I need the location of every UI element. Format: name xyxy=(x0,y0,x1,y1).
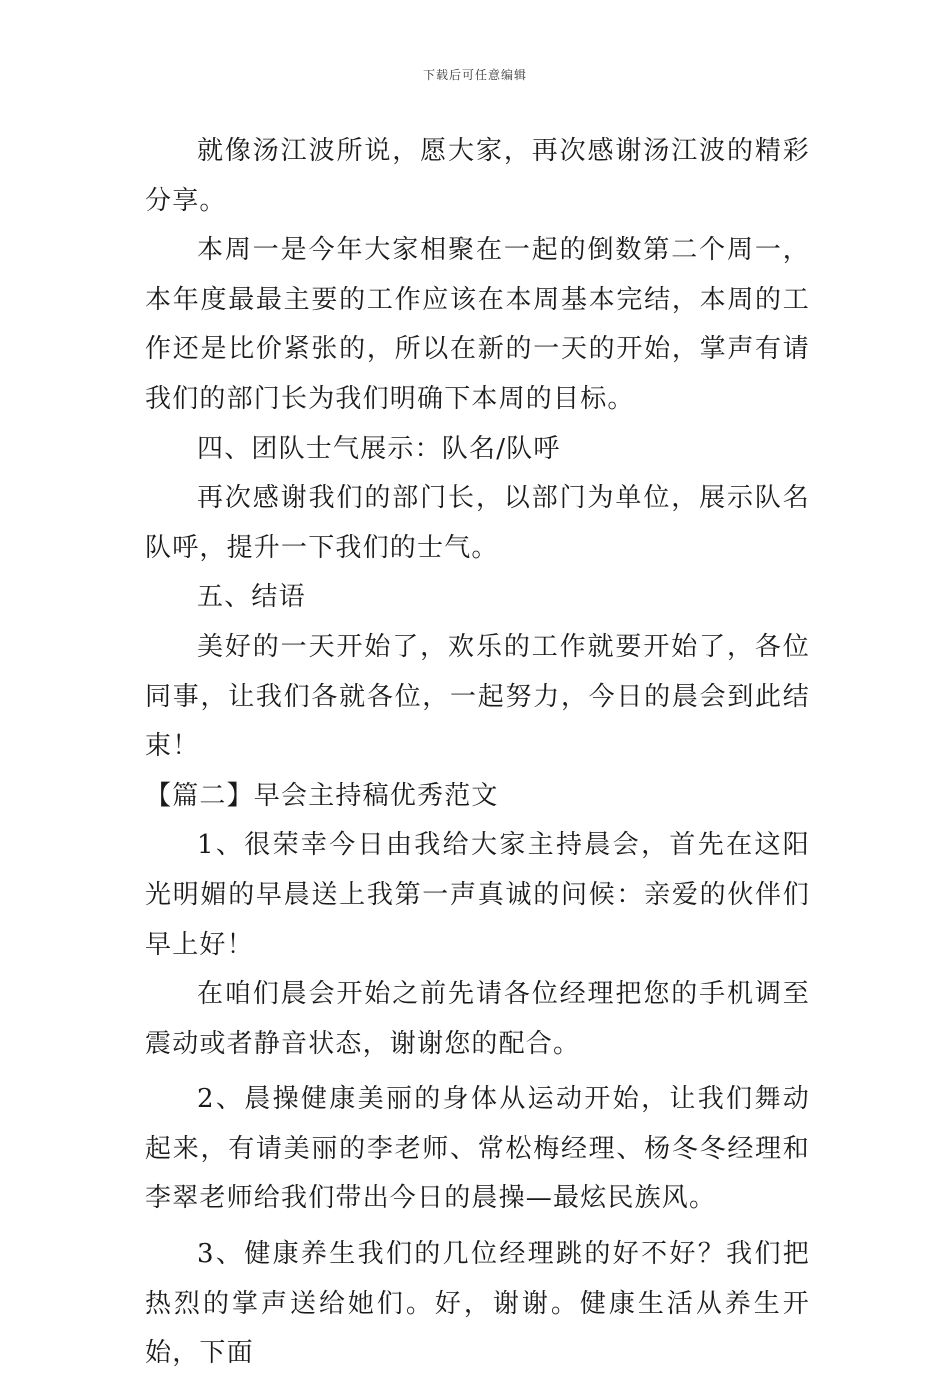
section-heading: 五、结语 xyxy=(197,582,306,613)
page-header: 下载后可任意编辑 xyxy=(422,68,527,82)
paragraph: 再次感谢我们的部门长，以部门为单位，展示队名队呼，提升一下我们的士气。 xyxy=(145,483,810,563)
paragraph: 在咱们晨会开始之前先请各位经理把您的手机调至震动或者静音状态，谢谢您的配合。 xyxy=(145,979,810,1059)
chapter-title: 【篇二】早会主持稿优秀范文 xyxy=(145,780,499,811)
paragraph: 1、很荣幸今日由我给大家主持晨会，首先在这阳光明媚的早晨送上我第一声真诚的问候：亲爱的伙伴们早上好！ xyxy=(145,830,810,960)
paragraph: 本周一是今年大家相聚在一起的倒数第二个周一，本年度最最主要的工作应该在本周基本完结，本周的工作还是比价紧张的，所以在新的一天的开始，掌声有请我们的部门长为我们明确下本周的目标。 xyxy=(145,235,810,414)
section-heading: 四、团队士气展示：队名/队呼 xyxy=(197,433,561,464)
document-body xyxy=(145,127,810,1379)
paragraph: 3、健康养生我们的几位经理跳的好不好？我们把热烈的掌声送给她们。好，谢谢。健康生活从养生开始，下面 xyxy=(145,1239,810,1369)
paragraph: 就像汤江波所说，愿大家，再次感谢汤江波的精彩分享。 xyxy=(145,136,810,216)
paragraph: 美好的一天开始了，欢乐的工作就要开始了，各位同事，让我们各就各位，一起努力，今日的晨会到此结束！ xyxy=(145,631,810,762)
paragraph: 2、晨操健康美丽的身体从运动开始，让我们舞动起来，有请美丽的李老师、常松梅经理、杨冬冬经理和李翠老师给我们带出今日的晨操—最炫民族风。 xyxy=(145,1084,810,1214)
